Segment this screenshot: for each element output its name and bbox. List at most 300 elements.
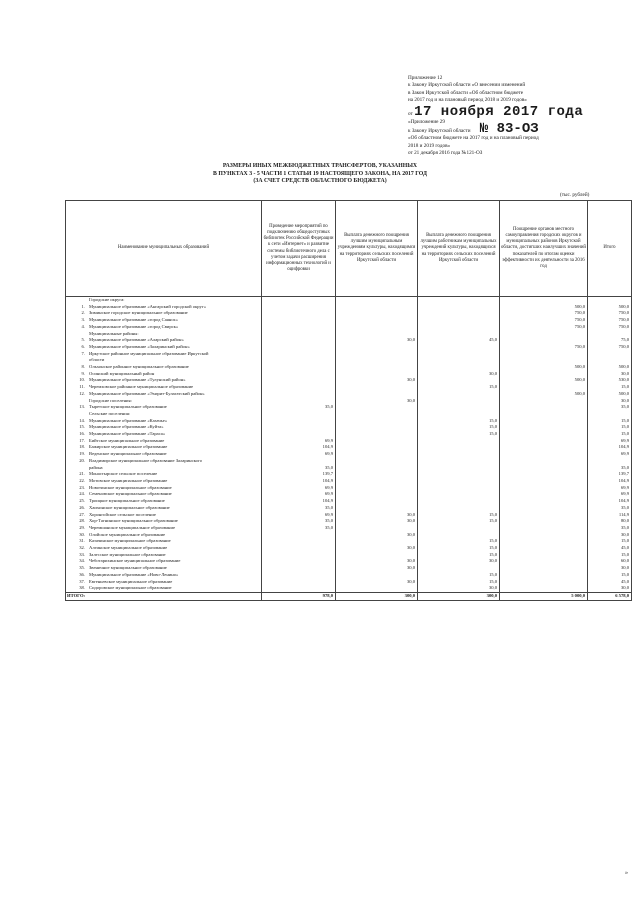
row-value-c2: 30,0 — [336, 579, 418, 586]
row-value-c3: 15,0 — [418, 579, 500, 586]
row-value-c3: 45,0 — [418, 337, 500, 344]
row-name-cell — [66, 512, 262, 519]
row-total: 30,0 — [588, 398, 632, 405]
row-value-c4 — [500, 585, 588, 592]
row-value-c3: 15,0 — [418, 424, 500, 431]
row-value-c4 — [500, 512, 588, 519]
row-value-c4 — [500, 411, 588, 418]
row-value-c3: 15,0 — [418, 538, 500, 545]
row-value-c4 — [500, 458, 588, 465]
row-number: 6. — [81, 343, 85, 349]
row-name: Веденское муниципальное образование — [89, 451, 167, 457]
table-row — [66, 579, 632, 586]
row-value-c2 — [336, 552, 418, 559]
row-value-c2 — [336, 465, 418, 472]
row-total: 60,0 — [588, 558, 632, 565]
row-number: 8. — [81, 364, 85, 370]
table-row — [66, 485, 632, 492]
row-value-c4 — [500, 444, 588, 451]
row-value-c4 — [500, 357, 588, 364]
row-name: Черемшанское муниципальное образование — [89, 524, 175, 530]
row-value-c2 — [336, 585, 418, 592]
row-name: области — [89, 357, 105, 363]
row-value-c2 — [336, 344, 418, 351]
row-value-c2: 30,0 — [336, 512, 418, 519]
row-value-c1 — [262, 585, 336, 592]
row-value-c2 — [336, 324, 418, 331]
row-value-c4 — [500, 558, 588, 565]
row-total: 500,0 — [588, 364, 632, 371]
row-name-cell — [66, 351, 262, 358]
table-row — [66, 565, 632, 572]
row-name: Бажирское муниципальное образование — [89, 444, 168, 450]
table-row — [66, 471, 632, 478]
row-value-c1 — [262, 377, 336, 384]
row-name-cell — [66, 518, 262, 525]
row-number: 21. — [79, 471, 85, 477]
row-name: Муниципальное образование «Тараса» — [89, 431, 166, 437]
row-name-cell — [66, 545, 262, 552]
row-total: 15,0 — [588, 418, 632, 425]
row-name: Монастырское сельское поселение — [89, 471, 158, 477]
row-name: Муниципальное образование «Эхирит-Булагатский район» — [89, 390, 205, 396]
row-value-c1 — [262, 572, 336, 579]
row-total: 35,0 — [588, 465, 632, 472]
table-row — [66, 498, 632, 505]
row-number: 23. — [79, 484, 85, 490]
row-value-c1: 104,9 — [262, 444, 336, 451]
row-total: 500,0 — [588, 304, 632, 311]
row-value-c3 — [418, 310, 500, 317]
row-name-cell — [66, 565, 262, 572]
row-value-c4 — [500, 384, 588, 391]
row-value-c1 — [262, 565, 336, 572]
row-value-c2 — [336, 384, 418, 391]
header-col1: Проведение мероприятий по подключению общедоступных библиотек Российской Федерации к сети «Интернет» и развитие системы библиотечного дела с учетом задачи расширения информационных технологий и оцифровки — [262, 201, 336, 297]
row-value-c4: 500,0 — [500, 304, 588, 311]
header-col4: Поощрение органов местного самоуправления городских округов и муниципальных районов Иркутской области, достигших наилучших значений показателей по итогам оценки эффективности их деятельности за 2016 год — [500, 201, 588, 297]
row-name: Алгинское муниципальное образование — [89, 545, 168, 551]
row-total: 15,0 — [588, 384, 632, 391]
row-total: 30,0 — [588, 371, 632, 378]
row-name-cell — [66, 297, 262, 304]
row-value-c1 — [262, 391, 336, 398]
document-title — [160, 163, 480, 186]
row-value-c2 — [336, 411, 418, 418]
row-value-c3 — [418, 377, 500, 384]
row-value-c4 — [500, 337, 588, 344]
row-value-c4: 750,0 — [500, 317, 588, 324]
row-name-cell — [66, 357, 262, 364]
table-row — [66, 351, 632, 358]
annex-line: в Закон Иркутской области «Об областном бюджете — [408, 89, 524, 96]
row-name: Мотовское муниципальное образование — [89, 477, 168, 483]
row-name-cell — [66, 424, 262, 431]
row-value-c3 — [418, 351, 500, 358]
table-row — [66, 304, 632, 311]
row-name-cell — [66, 324, 262, 331]
row-name-cell — [66, 331, 262, 338]
row-value-c4 — [500, 485, 588, 492]
row-number: 33. — [79, 551, 85, 557]
row-value-c2 — [336, 491, 418, 498]
table-row — [66, 572, 632, 579]
row-total: 15,0 — [588, 572, 632, 579]
row-value-c2: 30,0 — [336, 398, 418, 405]
table-row — [66, 491, 632, 498]
row-value-c1 — [262, 411, 336, 418]
row-value-c4 — [500, 331, 588, 338]
row-total: 69,9 — [588, 491, 632, 498]
row-number: 29. — [79, 524, 85, 530]
row-total: 104,9 — [588, 498, 632, 505]
table-row — [66, 364, 632, 371]
row-name: Муниципальное образование «Заларинский район» — [89, 343, 190, 349]
row-name-cell — [66, 458, 262, 465]
row-value-c1 — [262, 351, 336, 358]
row-name-cell — [66, 525, 262, 532]
row-total — [588, 357, 632, 364]
row-name-cell — [66, 585, 262, 592]
table-row — [66, 337, 632, 344]
row-total: 114,9 — [588, 512, 632, 519]
row-value-c2: 30,0 — [336, 545, 418, 552]
total-row — [66, 592, 632, 600]
row-name-cell — [66, 465, 262, 472]
row-value-c3: 30,0 — [418, 558, 500, 565]
row-value-c3 — [418, 317, 500, 324]
table-row — [66, 418, 632, 425]
row-value-c2 — [336, 371, 418, 378]
row-value-c1 — [262, 384, 336, 391]
row-name-cell — [66, 391, 262, 398]
row-name-cell — [66, 579, 262, 586]
row-name-cell — [66, 572, 262, 579]
row-value-c2 — [336, 391, 418, 398]
row-name-cell — [66, 471, 262, 478]
table-row — [66, 391, 632, 398]
table-row — [66, 424, 632, 431]
row-number: 19. — [79, 451, 85, 457]
annex-line: к Закону Иркутской области «О внесении изменений — [408, 82, 526, 89]
row-value-c1 — [262, 331, 336, 338]
row-value-c3 — [418, 324, 500, 331]
total-col4: 5 000,0 — [500, 592, 588, 600]
row-total — [588, 297, 632, 304]
units-label: (тыс. рублей) — [560, 192, 590, 198]
annex-line: 2018 и 2019 годов» — [408, 142, 451, 149]
row-total: 139,7 — [588, 471, 632, 478]
row-value-c2 — [336, 471, 418, 478]
row-value-c4 — [500, 431, 588, 438]
row-value-c1: 35,0 — [262, 465, 336, 472]
row-value-c2 — [336, 351, 418, 358]
row-value-c2 — [336, 444, 418, 451]
row-value-c4 — [500, 491, 588, 498]
row-value-c1: 104,9 — [262, 498, 336, 505]
row-value-c3: 15,0 — [418, 545, 500, 552]
annex-line: «Приложение 29 — [408, 118, 445, 125]
row-value-c3 — [418, 491, 500, 498]
row-value-c1: 104,9 — [262, 478, 336, 485]
row-number: 24. — [79, 491, 85, 497]
row-value-c3 — [418, 364, 500, 371]
table-row — [66, 552, 632, 559]
row-number: 5. — [81, 337, 85, 343]
table-row — [66, 465, 632, 472]
row-value-c4 — [500, 297, 588, 304]
row-value-c2 — [336, 310, 418, 317]
row-value-c3 — [418, 411, 500, 418]
law-prefix: к Закону Иркутской области — [408, 128, 471, 135]
row-total: 45,0 — [588, 579, 632, 586]
row-value-c3: 15,0 — [418, 518, 500, 525]
row-total: 750,0 — [588, 324, 632, 331]
row-value-c4 — [500, 371, 588, 378]
table-row — [66, 398, 632, 405]
row-number: 13. — [79, 404, 85, 410]
row-name-cell — [66, 411, 262, 418]
table-row — [66, 518, 632, 525]
row-value-c1 — [262, 579, 336, 586]
row-name: Троицкое муниципальное образование — [89, 498, 165, 504]
row-name: Владимирское муниципальное образование Заларинского — [89, 457, 203, 463]
row-value-c1: 69,9 — [262, 438, 336, 445]
row-name-cell — [66, 444, 262, 451]
row-value-c3 — [418, 505, 500, 512]
row-name: Олойское муниципальное образование — [89, 531, 166, 537]
row-value-c1: 35,0 — [262, 404, 336, 411]
total-col1: 978,0 — [262, 592, 336, 600]
row-total — [588, 351, 632, 358]
row-total: 15,0 — [588, 538, 632, 545]
row-value-c1 — [262, 310, 336, 317]
row-value-c2 — [336, 317, 418, 324]
row-value-c1 — [262, 324, 336, 331]
row-name: Чеботарихинское муниципальное образование — [89, 558, 181, 564]
row-total: 750,0 — [588, 310, 632, 317]
row-name-cell — [66, 431, 262, 438]
row-value-c1: 69,9 — [262, 485, 336, 492]
row-total: 15,0 — [588, 424, 632, 431]
row-name-cell — [66, 491, 262, 498]
row-value-c4: 750,0 — [500, 310, 588, 317]
row-value-c1 — [262, 538, 336, 545]
row-name-cell — [66, 438, 262, 445]
table-row — [66, 512, 632, 519]
row-value-c3 — [418, 438, 500, 445]
row-value-c3: 15,0 — [418, 431, 500, 438]
row-number: 18. — [79, 444, 85, 450]
row-value-c1 — [262, 344, 336, 351]
row-value-c4 — [500, 465, 588, 472]
row-value-c3: 15,0 — [418, 512, 500, 519]
row-value-c4: 750,0 — [500, 344, 588, 351]
row-number: 31. — [79, 538, 85, 544]
row-value-c2: 30,0 — [336, 532, 418, 539]
row-total: 15,0 — [588, 552, 632, 559]
row-number: 34. — [79, 558, 85, 564]
table-row — [66, 404, 632, 411]
row-name-cell — [66, 377, 262, 384]
row-total: 45,0 — [588, 545, 632, 552]
row-value-c2: 30,0 — [336, 558, 418, 565]
row-number: 22. — [79, 477, 85, 483]
row-value-c4 — [500, 565, 588, 572]
table-row — [66, 558, 632, 565]
row-value-c2 — [336, 357, 418, 364]
row-value-c1 — [262, 371, 336, 378]
row-name: Городские округа: — [89, 297, 125, 302]
row-value-c3 — [418, 532, 500, 539]
row-value-c1: 69,9 — [262, 512, 336, 519]
row-value-c1: 35,0 — [262, 518, 336, 525]
annex-line: на 2017 год и на плановый период 2018 и 2019 годов» — [408, 97, 527, 104]
row-name: Муниципальные районы: — [89, 330, 139, 336]
row-number: 37. — [79, 578, 85, 584]
row-number: 26. — [79, 504, 85, 510]
row-name-cell — [66, 404, 262, 411]
row-name-cell — [66, 364, 262, 371]
row-name: Городские поселения: — [89, 397, 132, 403]
row-value-c4 — [500, 505, 588, 512]
table-header-row — [66, 201, 632, 297]
table-row — [66, 431, 632, 438]
row-number: 27. — [79, 511, 85, 517]
closing-quote: » — [625, 870, 628, 876]
row-value-c1 — [262, 418, 336, 425]
table-row — [66, 411, 632, 418]
row-value-c1 — [262, 552, 336, 559]
row-value-c3: 15,0 — [418, 384, 500, 391]
row-value-c1 — [262, 545, 336, 552]
row-number: 15. — [79, 424, 85, 430]
row-number: 16. — [79, 431, 85, 437]
row-value-c1 — [262, 297, 336, 304]
row-number: 1. — [81, 303, 85, 309]
law-number: № 83-ОЗ — [479, 121, 539, 138]
row-value-c3 — [418, 398, 500, 405]
row-number: 3. — [81, 317, 85, 323]
row-value-c3 — [418, 391, 500, 398]
row-value-c2 — [336, 304, 418, 311]
row-name-cell — [66, 451, 262, 458]
row-value-c1 — [262, 317, 336, 324]
row-value-c1: 69,9 — [262, 451, 336, 458]
header-name: Наименование муниципальных образований — [66, 201, 262, 297]
row-number: 10. — [79, 377, 85, 383]
row-value-c2 — [336, 478, 418, 485]
row-value-c3 — [418, 565, 500, 572]
annex-header — [408, 75, 608, 158]
row-value-c2 — [336, 485, 418, 492]
row-value-c3: 30,0 — [418, 585, 500, 592]
row-value-c2 — [336, 451, 418, 458]
row-value-c2 — [336, 538, 418, 545]
row-value-c4 — [500, 532, 588, 539]
row-value-c4 — [500, 418, 588, 425]
row-value-c3 — [418, 331, 500, 338]
row-name: Семеновское муниципальное образование — [89, 491, 172, 497]
row-total: 69,9 — [588, 451, 632, 458]
row-value-c1 — [262, 532, 336, 539]
row-value-c2 — [336, 525, 418, 532]
total-sum: 6 578,0 — [588, 592, 632, 600]
table-row — [66, 532, 632, 539]
row-value-c4 — [500, 545, 588, 552]
row-name: Муниципальное образование «Аларский район» — [89, 337, 184, 343]
table-body — [66, 297, 632, 593]
annex-line: «Об областном бюджете на 2017 год и на плановый период — [408, 135, 539, 142]
table-row — [66, 297, 632, 304]
row-value-c3 — [418, 357, 500, 364]
row-total: 500,0 — [588, 391, 632, 398]
row-value-c4 — [500, 451, 588, 458]
row-name: Бийтское муниципальное образование — [89, 437, 165, 443]
row-value-c1: 69,9 — [262, 491, 336, 498]
row-name-cell — [66, 532, 262, 539]
row-name: Иркутское районное муниципальное образование Иркутской — [89, 350, 209, 356]
row-number: 32. — [79, 545, 85, 551]
row-name: Звеничное муниципальное образование — [89, 565, 167, 571]
header-col2: Выплата денежного поощрения лучшим муниципальным учреждениям культуры, находящимся на территориях сельских поселений Иркутской области — [336, 201, 418, 297]
table-row — [66, 317, 632, 324]
row-value-c1 — [262, 337, 336, 344]
row-name-cell — [66, 478, 262, 485]
row-name-cell — [66, 418, 262, 425]
row-name-cell — [66, 552, 262, 559]
law-date: 17 ноября 2017 года — [414, 103, 584, 120]
table-row — [66, 538, 632, 545]
row-value-c3 — [418, 525, 500, 532]
row-value-c2 — [336, 458, 418, 465]
header-col3: Выплата денежного поощрения лучшим работникам муниципальных учреждений культуры, находящихся на территориях сельских поселений Иркутской области — [418, 201, 500, 297]
table-row — [66, 324, 632, 331]
row-total: 104,9 — [588, 478, 632, 485]
row-value-c4 — [500, 538, 588, 545]
row-value-c3 — [418, 297, 500, 304]
row-name: Ольхонское районное муниципальное образование — [89, 364, 189, 370]
row-total: 530,0 — [588, 377, 632, 384]
row-total: 80,0 — [588, 518, 632, 525]
row-total — [588, 331, 632, 338]
row-value-c2 — [336, 404, 418, 411]
row-name: Хаихинское муниципальное образование — [89, 504, 170, 510]
row-number: 9. — [81, 370, 85, 376]
row-value-c2 — [336, 431, 418, 438]
row-value-c3 — [418, 451, 500, 458]
row-value-c2 — [336, 505, 418, 512]
row-name-cell — [66, 371, 262, 378]
row-value-c3: 15,0 — [418, 572, 500, 579]
row-number: 4. — [81, 323, 85, 329]
row-number: 12. — [79, 390, 85, 396]
header-total: Итого — [588, 201, 632, 297]
row-value-c1 — [262, 431, 336, 438]
row-value-c2 — [336, 498, 418, 505]
row-value-c4 — [500, 398, 588, 405]
row-value-c4 — [500, 498, 588, 505]
table-row — [66, 525, 632, 532]
row-value-c2 — [336, 297, 418, 304]
row-name: Муниципальное образование «Куйта» — [89, 424, 164, 430]
row-value-c1 — [262, 458, 336, 465]
total-col2: 300,0 — [336, 592, 418, 600]
row-name-cell — [66, 485, 262, 492]
row-number: 14. — [79, 417, 85, 423]
row-value-c2: 30,0 — [336, 377, 418, 384]
row-value-c1 — [262, 398, 336, 405]
